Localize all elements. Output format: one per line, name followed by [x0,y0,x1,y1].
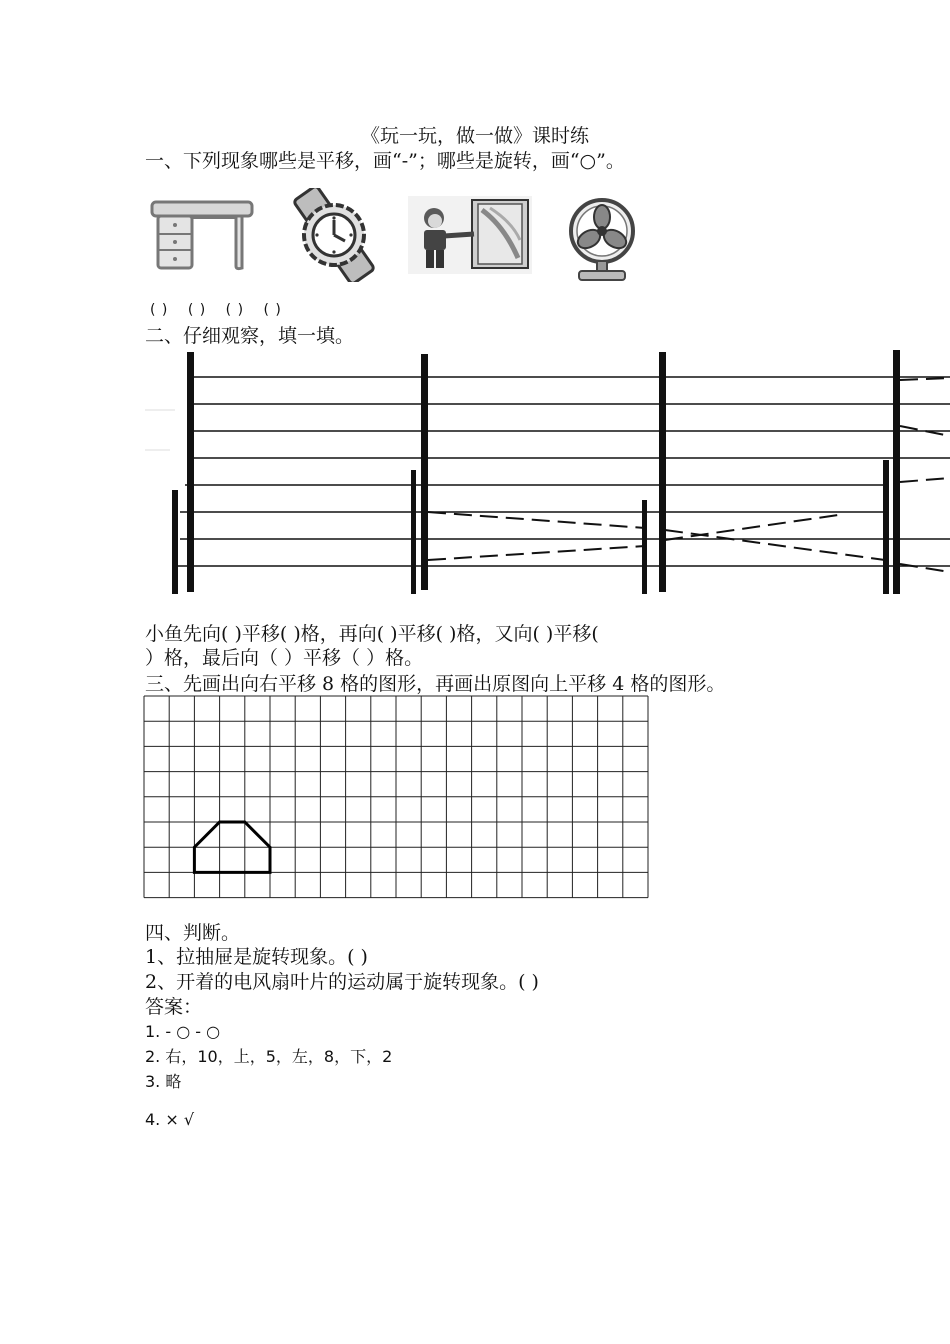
answer-3: 3. 略 [145,1072,182,1091]
electric-fan-icon [565,197,639,283]
answer-1: 1. - ○ - ○ [145,1022,221,1041]
blank-2[interactable]: ( ) [187,302,207,318]
q4-item-2: 2、开着的电风扇叶片的运动属于旋转现象。( ) [145,971,539,993]
q1-answer-blanks [150,302,296,318]
blank-1[interactable]: ( ) [150,302,169,318]
desk-icon [150,198,254,272]
fish-translation-grid-figure [145,350,950,594]
q2-fill-line-1: 小鱼先向( )平移( )格，再向( )平移( )格，又向( )平移( [145,623,599,645]
q4-item-1: 1、拉抽屉是旋转现象。( ) [145,946,368,968]
answer-2: 2. 右，10，上，5，左，8，下，2 [145,1047,393,1066]
translation-grid[interactable] [143,695,650,900]
q2-prompt: 二、仔细观察，填一填。 [145,325,355,347]
person-pushing-window-icon [408,196,532,274]
q2-fill-line-2: ）格，最后向（ ）平移（ ）格。 [145,647,424,669]
answers-heading: 答案： [145,996,203,1018]
answer-4: 4. × √ [145,1110,195,1129]
wristwatch-icon [282,188,386,282]
page-title: 《玩一玩，做一做》课时练 [360,125,589,147]
blank-4[interactable]: ( ) [263,302,282,318]
q4-prompt: 四、判断。 [145,922,241,944]
blank-3[interactable]: ( ) [225,302,245,318]
q1-prompt: 一、下列现象哪些是平移，画“-”；哪些是旋转，画“○”。 [145,150,625,172]
q3-prompt: 三、先画出向右平移 8 格的图形，再画出原图向上平移 4 格的图形。 [145,673,726,695]
